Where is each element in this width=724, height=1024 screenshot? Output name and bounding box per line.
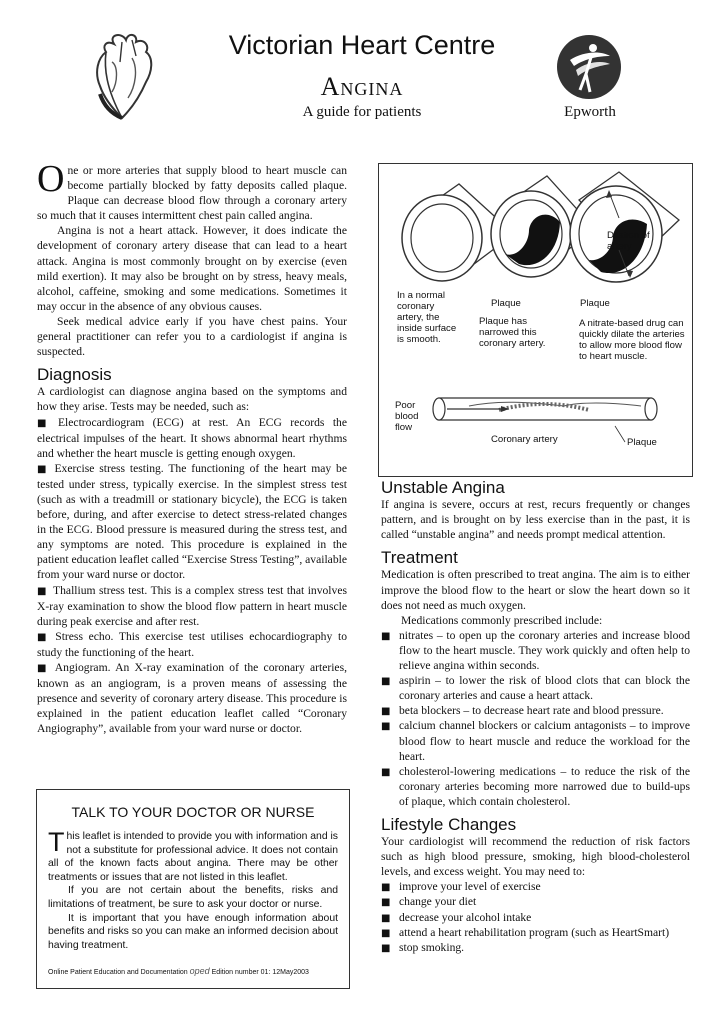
poor-flow-label: Poor blood flow <box>395 400 419 433</box>
intro-paragraph-2: Angina is not a heart attack. However, it does indicate the development of coronary artery disease that can lead to a heart attack. Angina is most commonly brought on by exercise (even mild exertion). It may also be brought on by stress, heavy meals, alcohol, caffeine, smoking and some medications. Sometimes it may occur in the absence of any obvious causes. <box>37 224 347 313</box>
lifestyle-heading: Lifestyle Changes <box>381 814 517 834</box>
bullet-square-icon: ■ <box>37 631 50 643</box>
plaque-label-2: Plaque <box>580 298 610 309</box>
diagnosis-item: ■ Electrocardiogram (ECG) at rest. An ECG records the electrical impulses of the heart. It shows abnormal heart rhythms and whether the heart muscle is getting enough oxygen. <box>37 415 348 460</box>
talk-dropcap: T <box>48 827 65 857</box>
treatment-heading: Treatment <box>381 548 458 568</box>
talk-paragraph-2: If you are not certain about the benefits, risks and limitations of treatment, be sure to ask your doctor or nurse. <box>48 885 338 910</box>
lifestyle-intro: Your cardiologist will recommend the reduction of risk factors such as high blood pressure, smoking, high blood-cholesterol levels, and excess weight. You may need to: <box>381 835 690 879</box>
left-column <box>37 158 348 736</box>
oped-logo: oped <box>189 966 210 976</box>
list-item: ■ improve your level of exercise <box>381 879 690 894</box>
lifestyle-list <box>381 879 690 954</box>
page-title: Victorian Heart Centre <box>228 30 496 60</box>
artery-diagram <box>378 163 693 477</box>
bullet-square-icon: ■ <box>381 630 391 642</box>
dilated-artery-drawing <box>570 172 679 282</box>
diagnosis-item: ■ Angiogram. An X-ray examination of the coronary arteries, known as an angiogram, is a proven means of assessing the presence and severity of coronary artery disease. This procedure is explained in the patient education leaflet called “Coronary Angiography”, available from your ward nurse or doctor. <box>37 661 347 736</box>
talk-box-title: TALK TO YOUR DOCTOR OR NURSE <box>71 804 315 820</box>
nitrate-label: A nitrate-based drug can quickly dilate the arteries to allow more blood flow to heart muscle. <box>579 318 685 362</box>
list-item: ■ nitrates – to open up the coronary arteries and increase blood flow to the heart muscle. They work quickly and often help to relieve angina within seconds. <box>381 628 690 673</box>
footer-org: Online Patient Education and Documentation <box>48 969 188 976</box>
treatment-intro: Medication is often prescribed to treat angina. The aim is to either improve the blood flow to the heart or slow the heart down so it does not need as much oxygen. <box>381 568 690 612</box>
bullet-square-icon: ■ <box>381 942 391 954</box>
dilation-label: Dilation of artery <box>607 230 650 252</box>
bullet-square-icon: ■ <box>37 463 49 475</box>
list-item: ■ aspirin – to lower the risk of blood clots that can block the coronary arteries and cause a heart attack. <box>381 674 690 703</box>
intro-dropcap: O <box>37 158 65 200</box>
list-item: ■ change your diet <box>381 894 690 909</box>
bullet-square-icon: ■ <box>381 706 391 718</box>
plaque-label-3: Plaque <box>627 437 657 448</box>
talk-box-footer <box>48 966 309 976</box>
bullet-square-icon: ■ <box>381 927 391 939</box>
guide-subtitle: A guide for patients <box>302 104 422 120</box>
diagnosis-item: ■ Thallium stress test. This is a complex stress test that involves X-ray examination to show the blood flow pattern in heart muscle during peak exercise and after rest. <box>37 583 347 628</box>
narrowed-artery-label: Plaque has narrowed this coronary artery. <box>479 316 546 349</box>
bullet-square-icon: ■ <box>37 417 52 429</box>
plaque-label-1: Plaque <box>491 298 521 309</box>
diagnosis-intro: A cardiologist can diagnose angina based on the symptoms and how they arise. Tests may be needed, such as: <box>37 385 347 414</box>
bullet-square-icon: ■ <box>381 766 391 778</box>
list-item: ■ beta blockers – to decrease heart rate and blood pressure. <box>381 703 690 718</box>
talk-paragraph-3: It is important that you have enough information about benefits and risks so you can make an informed decision about having treatment. <box>48 912 338 951</box>
treatment-lead: Medications commonly prescribed include: <box>401 613 603 627</box>
medication-list <box>381 628 690 809</box>
list-item: ■ cholesterol-lowering medications – to reduce the risk of the coronary arteries becoming more narrowed due to build-ups of plaque, which contain cholesterol. <box>381 764 690 808</box>
list-item: ■ calcium channel blockers or calcium antagonists – to improve blood flow to heart muscle and reduce the workload for the heart. <box>381 719 690 763</box>
bullet-square-icon: ■ <box>381 882 391 894</box>
unstable-text: If angina is severe, occurs at rest, recurs frequently or changes pattern, and is brought on by less exercise than in the past, it is called “unstable angina” and needs prompt medical attention. <box>381 498 690 542</box>
page-subtitle: Angina <box>320 72 404 101</box>
list-item: ■ decrease your alcohol intake <box>381 910 690 925</box>
intro-text-1: ne or more arteries that supply blood to heart muscle can become partially blocked by fatty deposits called plaque. Plaque can decrease blood flow through a coronary artery so much that it causes intermittent chest pain called angina. <box>37 164 347 223</box>
list-item: ■ attend a heart rehabilitation program (such as HeartSmart) <box>381 925 690 940</box>
bullet-square-icon: ■ <box>381 912 391 924</box>
talk-paragraph-1: This leaflet is intended to provide you with information and is not a substitute for professional advice. It does not contain all of the known facts about angina. There may be other treatments or issues that are not listed in this leaflet. <box>48 827 338 883</box>
epworth-wordmark: Epworth <box>564 104 616 120</box>
coronary-artery-label: Coronary artery <box>491 434 558 445</box>
diagnosis-item: ■ Stress echo. This exercise test utilises echocardiography to study the functioning of the heart. <box>37 629 347 659</box>
talk-to-doctor-box <box>36 789 350 989</box>
bullet-square-icon: ■ <box>381 897 391 909</box>
bullet-square-icon: ■ <box>381 676 391 688</box>
intro-paragraph-3: Seek medical advice early if you have chest pains. Your general practitioner can refer you to a cardiologist if angina is suspected. <box>37 314 347 359</box>
normal-artery-label: In a normal coronary artery, the inside surface is smooth. <box>397 290 457 345</box>
right-column <box>381 480 690 955</box>
bullet-square-icon: ■ <box>37 663 49 674</box>
bullet-square-icon: ■ <box>37 585 48 597</box>
intro-paragraph-1 <box>37 158 347 223</box>
epworth-figure-icon <box>556 34 622 105</box>
diagnosis-heading: Diagnosis <box>37 365 112 385</box>
bullet-square-icon: ■ <box>381 721 391 733</box>
list-item: ■ stop smoking. <box>381 940 690 955</box>
talk-box-text <box>48 827 338 952</box>
unstable-heading: Unstable Angina <box>381 478 505 497</box>
footer-edition: Edition number 01: 12May2003 <box>211 969 309 976</box>
diagnosis-item: ■ Exercise stress testing. The functioning of the heart may be tested under stress, typically exercise. In the simplest stress test (such as with a treadmill or stationary bicycle), the ECG is taken before, during, and after exercise to detect stress-related changes in the ECG. Blood pressure is measured during the stress test, and any symptoms are noted. This procedure is explained in the patient education leaflet called “Exercise Stress Testing”, available from your ward nurse or doctor. <box>37 461 347 582</box>
